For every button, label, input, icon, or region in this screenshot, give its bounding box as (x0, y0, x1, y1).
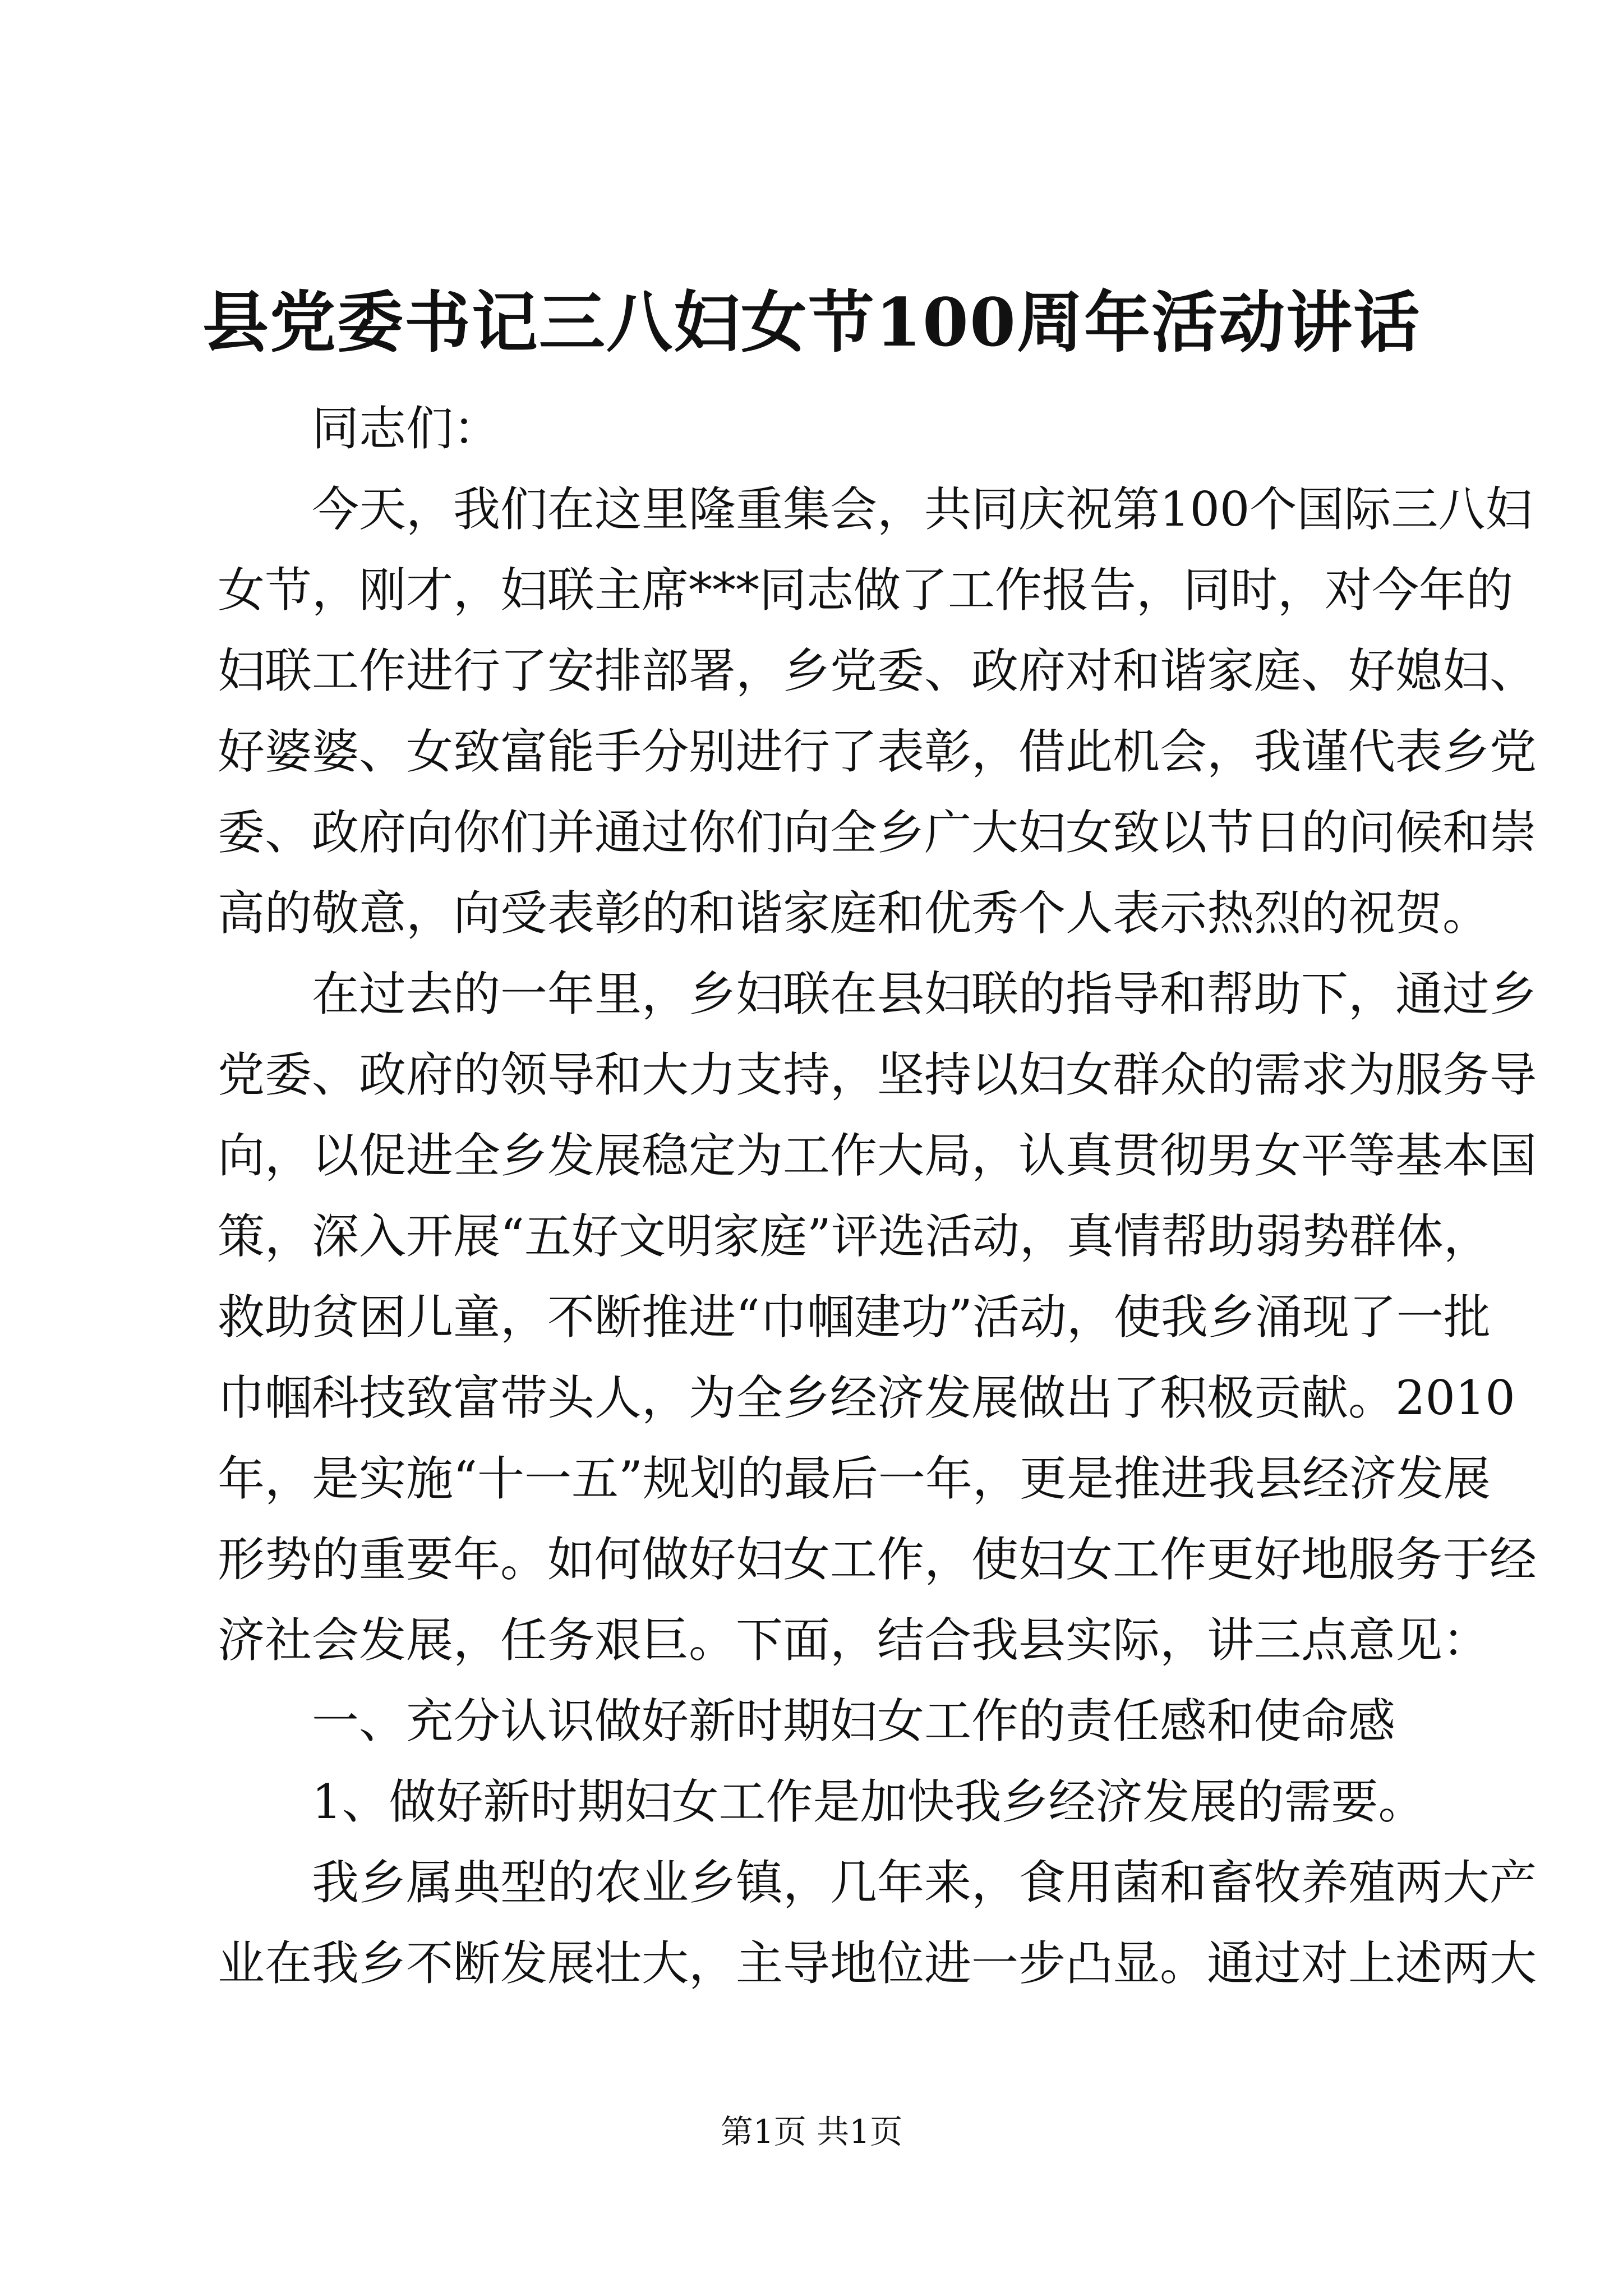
text-line (218, 1115, 1537, 1196)
text-line-content: 委、政府向你们并通过你们向全乡广大妇女致以节日的问候和崇 (218, 805, 1537, 860)
text-line-content: 妇联工作进行了安排部署，乡党委、政府对和谐家庭、好媳妇、 (218, 643, 1537, 698)
text-line (218, 469, 1533, 550)
text-line (218, 1519, 1537, 1600)
text-line-content: 好婆婆、女致富能手分别进行了表彰，借此机会，我谨代表乡党 (218, 724, 1537, 779)
text-line (218, 1842, 1537, 1923)
text-line-content: 一、充分认识做好新时期妇女工作的责任感和使命感 (312, 1694, 1396, 1749)
document-body (218, 388, 1537, 2004)
text-line (218, 1923, 1537, 2004)
text-line-content: 党委、政府的领导和大力支持，坚持以妇女群众的需求为服务导 (218, 1047, 1537, 1102)
text-line (218, 1277, 1491, 1358)
text-line (218, 711, 1537, 792)
text-line (218, 388, 1412, 469)
text-line-content: 济社会发展，任务艰巨。下面，结合我县实际，讲三点意见： (218, 1613, 1490, 1668)
document-title: 县党委书记三八妇女节100周年活动讲话 (202, 283, 1421, 361)
text-line-content: 高的敬意，向受表彰的和谐家庭和优秀个人表示热烈的祝贺。 (218, 886, 1490, 941)
text-line (218, 1681, 1412, 1761)
text-line (218, 1034, 1537, 1115)
text-line-content: 在过去的一年里，乡妇联在县妇联的指导和帮助下，通过乡 (312, 967, 1537, 1022)
text-line (218, 1196, 1491, 1277)
text-line-content: 年，是实施“十一五”规划的最后一年，更是推进我县经济发展 (218, 1451, 1491, 1506)
page-footer: 第1页 共1页 (720, 2113, 903, 2151)
text-line (218, 1358, 1515, 1438)
text-line-content: 同志们： (312, 401, 501, 456)
text-line (218, 1438, 1491, 1519)
text-line (218, 873, 1490, 954)
text-line-content: 1、做好新时期妇女工作是加快我乡经济发展的需要。 (312, 1774, 1426, 1829)
text-line-content: 策，深入开展“五好文明家庭”评选活动，真情帮助弱势群体， (218, 1209, 1491, 1264)
text-line (218, 631, 1537, 711)
text-line-content: 向，以促进全乡发展稳定为工作大局，认真贯彻男女平等基本国 (218, 1128, 1537, 1183)
text-line-content: 巾帼科技致富带头人，为全乡经济发展做出了积极贡献。2010 (218, 1370, 1515, 1425)
text-line-content: 救助贫困儿童，不断推进“巾帼建功”活动，使我乡涌现了一批 (218, 1290, 1491, 1345)
text-line (218, 954, 1537, 1034)
text-line-content: 业在我乡不断发展壮大，主导地位进一步凸显。通过对上述两大 (218, 1936, 1537, 1991)
text-line (218, 1600, 1490, 1681)
text-line (218, 550, 1514, 631)
text-line (218, 792, 1537, 873)
text-line-content: 形势的重要年。如何做好妇女工作，使妇女工作更好地服务于经 (218, 1532, 1537, 1587)
text-line-content: 今天，我们在这里隆重集会，共同庆祝第100个国际三八妇 (312, 482, 1533, 537)
text-line-content: 女节，刚才，妇联主席***同志做了工作报告，同时，对今年的 (218, 563, 1514, 618)
text-line-content: 我乡属典型的农业乡镇，几年来，食用菌和畜牧养殖两大产 (312, 1855, 1537, 1910)
text-line (218, 1761, 1426, 1842)
